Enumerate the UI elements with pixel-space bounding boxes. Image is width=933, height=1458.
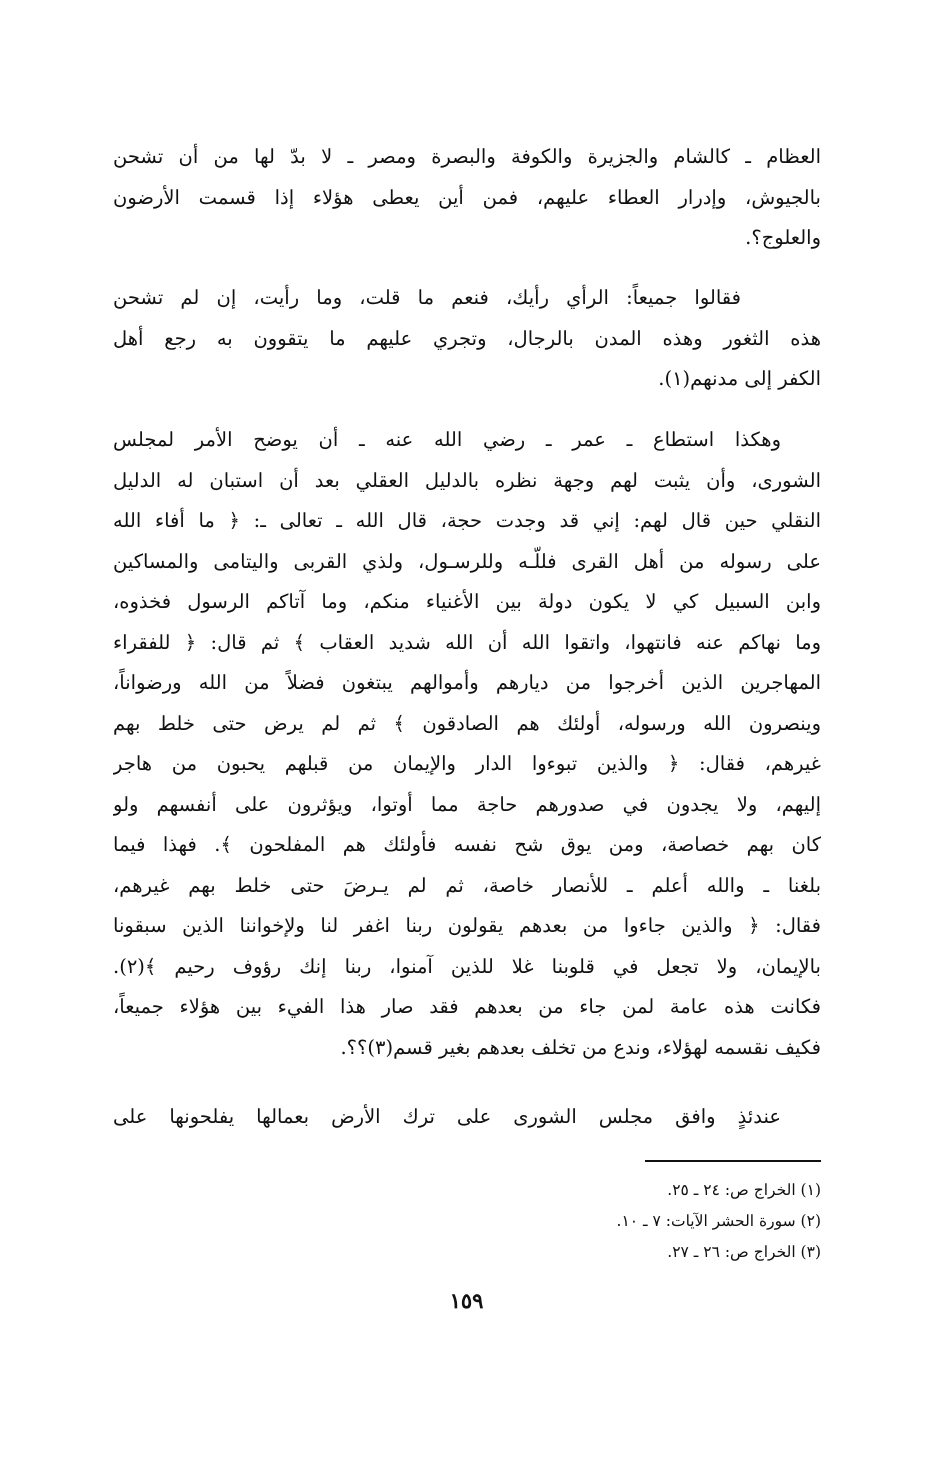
- footnote-separator: [645, 1160, 821, 1162]
- footnotes: [421, 1175, 821, 1268]
- text-line: فقالوا جميعاً: الرأي رأيك، فنعم ما قلت، وما رأيت، إن لم تشحن: [113, 286, 741, 309]
- paragraph-1: [113, 137, 821, 259]
- text-line: الشورى، وأن يثبت لهم وجهة نظره بالدليل العقلي بعد أن استبان له الدليل: [113, 468, 821, 492]
- text-line: وما نهاكم عنه فانتهوا، واتقوا الله أن الله شديد العقاب ﴾ ثم قال: ﴿ للفقراء: [113, 630, 821, 654]
- text-line: والعلوج؟.: [745, 226, 821, 249]
- text-line: إليهم، ولا يجدون في صدورهم حاجة مما أوتوا، ويؤثرون على أنفسهم ولو: [113, 792, 821, 816]
- text-line: وهكذا استطاع ـ عمر ـ رضي الله عنه ـ أن يوضح الأمر لمجلس: [113, 428, 781, 451]
- text-line: الكفر إلى مدنهم(١).: [658, 367, 821, 390]
- text-line: على رسوله من أهل القرى فللّـه وللرسـول، ولذي القربى واليتامى والمساكين: [113, 549, 821, 573]
- text-line: فكيف نقسمه لهؤلاء، وندع من تخلف بعدهم بغير قسم(٣)؟؟.: [340, 1035, 821, 1059]
- footnote-3: (٣) الخراج ص: ٢٦ ـ ٢٧.: [667, 1243, 821, 1261]
- text-line: النقلي حين قال لهم: إني قد وجدت حجة، قال الله ـ تعالى ـ: ﴿ ما أفاء الله: [113, 509, 821, 532]
- footnote-2: (٢) سورة الحشر الآيات: ٧ ـ ١٠.: [616, 1212, 821, 1230]
- text-line: وينصرون الله ورسوله، أولئك هم الصادقون ﴾ ثم لم يرض حتى خلط بهم: [113, 711, 821, 735]
- text-line: بالإيمان، ولا تجعل في قلوبنا غلا للذين آمنوا، ربنا إنك رؤوف رحيم ﴾(٢).: [113, 954, 821, 978]
- text-line: غيرهم، فقال: ﴿ والذين تبوءوا الدار والإيمان من قبلهم يحبون من هاجر: [113, 752, 821, 775]
- paragraph-3: [113, 420, 821, 1068]
- text-line: فكانت هذه عامة لمن جاء من بعدهم فقد صار هذا الفيء بين هؤلاء جميعاً،: [113, 995, 821, 1018]
- text-line: بلغنا ـ والله أعلم ـ للأنصار خاصة، ثم لم يـرضَ حتى خلط بهم غيرهم،: [113, 873, 821, 897]
- text-line: العظام ـ كالشام والجزيرة والكوفة والبصرة ومصر ـ لا بدّ لها من أن تشحن: [113, 145, 821, 168]
- paragraph-2: [113, 278, 821, 400]
- text-line: بالجيوش، وإدرار العطاء عليهم، فمن أين يعطى هؤلاء إذا قسمت الأرضون: [113, 185, 821, 209]
- text-line: هذه الثغور وهذه المدن بالرجال، وتجري عليهم ما يتقوون به رجع أهل: [113, 326, 821, 350]
- footnote-1: (١) الخراج ص: ٢٤ ـ ٢٥.: [667, 1181, 821, 1199]
- text-line: المهاجرين الذين أخرجوا من ديارهم وأموالهم يبتغون فضلاً من الله ورضواناً،: [113, 671, 821, 694]
- paragraph-4: [113, 1097, 821, 1138]
- page-number: ١٥٩: [449, 1288, 484, 1313]
- text-line: كان بهم خصاصة، ومن يوق شح نفسه فأولئك هم المفلحون ﴾. فهذا فيما: [113, 833, 821, 856]
- text-line: فقال: ﴿ والذين جاءوا من بعدهم يقولون ربنا اغفر لنا ولإخواننا الذين سبقونا: [113, 914, 821, 937]
- text-line: وابن السبيل كي لا يكون دولة بين الأغنياء منكم، وما آتاكم الرسول فخذوه،: [113, 590, 821, 613]
- text-line: عندئذٍ وافق مجلس الشورى على ترك الأرض بعمالها يفلحونها على: [113, 1105, 781, 1128]
